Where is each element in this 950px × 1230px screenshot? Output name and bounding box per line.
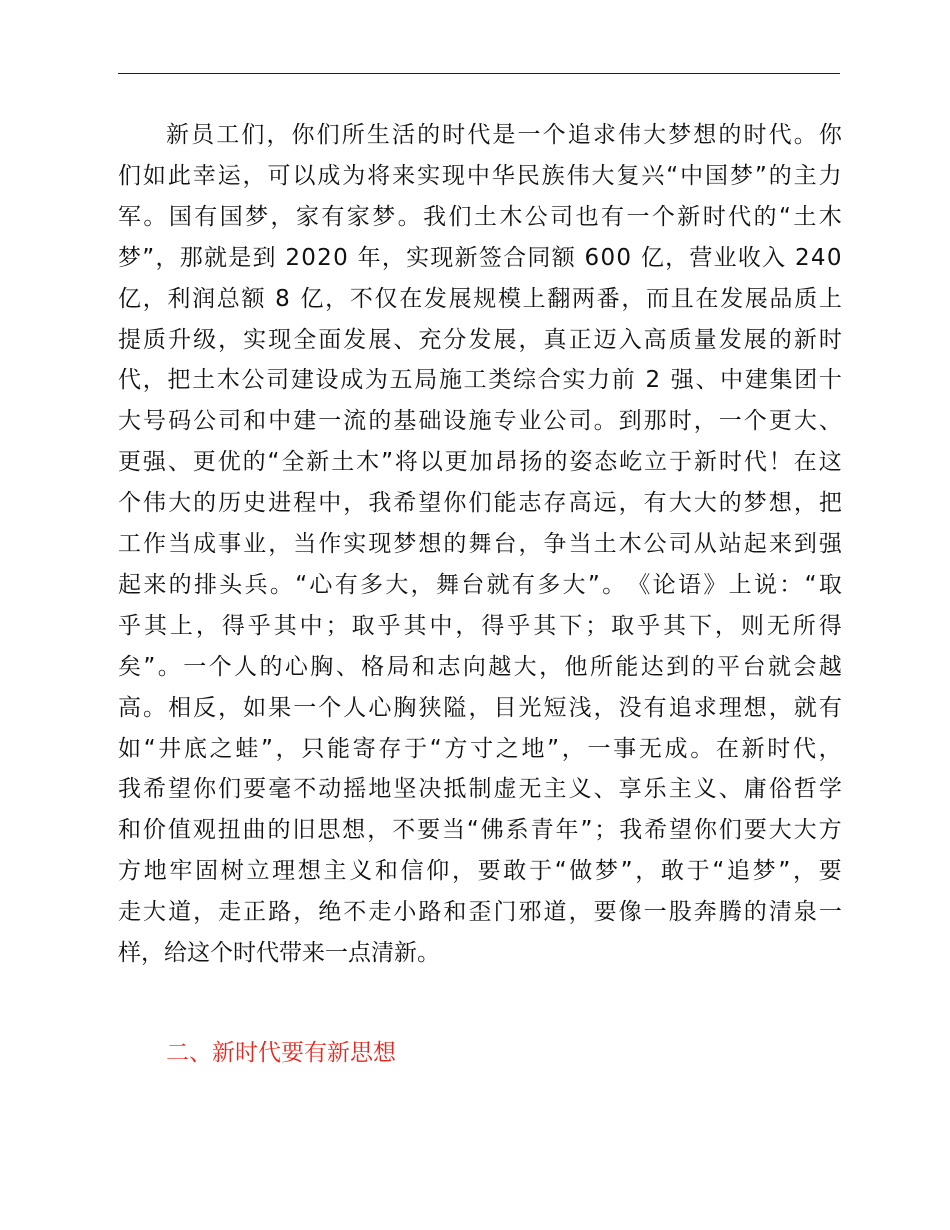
paragraph-line: 起 来 的 排 头 兵 。 “ 心 有 多 大 ， 舞 台 就 有 多 大 ” 。 《 论 语 》 上 说 ： “ 取: [118, 571, 842, 598]
paragraph-line: 方 地 牢 固 树 立 理 想 主 义 和 信 仰 ， 要 敢 于 “ 做 梦 ” ， 敢 于 “ 追 梦 ” ， 要: [118, 858, 842, 885]
paragraph-line: 亿 ， 利 润 总 额 8 亿 ， 不 仅 在 发 展 规 模 上 翻 两 番 ， 而 且 在 发 展 品 质 上: [118, 285, 842, 312]
paragraph-line: 大 号 码 公 司 和 中 建 一 流 的 基 础 设 施 专 业 公 司 。 到 那 时 ， 一 个 更 大 、: [118, 408, 842, 435]
paragraph-line: 军 。 国 有 国 梦 ， 家 有 家 梦 。 我 们 土 木 公 司 也 有 一 个 新 时 代 的 “ 土 木: [118, 203, 842, 230]
paragraph-line: 样，给这个时代带来一点清新。: [118, 940, 440, 966]
paragraph-line: 高 。 相 反 ， 如 果 一 个 人 心 胸 狭 隘 ， 目 光 短 浅 ， 没 有 追 求 理 想 ， 就 有: [118, 694, 842, 721]
paragraph-line: 和 价 值 观 扭 曲 的 旧 思 想 ， 不 要 当 “ 佛 系 青 年 ” ； 我 希 望 你 们 要 大 大 方: [118, 817, 842, 844]
paragraph-line: 我 希 望 你 们 要 毫 不 动 摇 地 坚 决 抵 制 虚 无 主 义 、 享 乐 主 义 、 庸 俗 哲 学: [118, 776, 842, 803]
paragraph-line: 提 质 升 级 ， 实 现 全 面 发 展 、 充 分 发 展 ， 真 正 迈 入 高 质 量 发 展 的 新 时: [118, 326, 842, 353]
paragraph-line: 工 作 当 成 事 业 ， 当 作 实 现 梦 想 的 舞 台 ， 争 当 土 木 公 司 从 站 起 来 到 强: [118, 531, 842, 557]
paragraph-line: 代 ， 把 土 木 公 司 建 设 成 为 五 局 施 工 类 综 合 实 力 前 2 强 、 中 建 集 团 十: [118, 367, 842, 394]
paragraph-line: 如 “ 井 底 之 蛙 ” ， 只 能 寄 存 于 “ 方 寸 之 地 ” ， 一 事 无 成 。 在 新 时 代 ，: [118, 735, 842, 762]
header-rule: [118, 73, 840, 74]
section-heading: 二、新时代要有新思想: [166, 1040, 396, 1066]
paragraph-line: 矣 ” 。 一 个 人 的 心 胸 、 格 局 和 志 向 越 大 ， 他 所 能 达 到 的 平 台 就 会 越: [118, 653, 842, 680]
paragraph-line: 走 大 道 ， 走 正 路 ， 绝 不 走 小 路 和 歪 门 邪 道 ， 要 像 一 股 奔 腾 的 清 泉 一: [118, 899, 842, 926]
paragraph-line: 更 强 、 更 优 的 “ 全 新 土 木 ” 将 以 更 加 昂 扬 的 姿 态 屹 立 于 新 时 代 ！ 在 这: [118, 449, 842, 476]
paragraph-line: 乎 其 上 ， 得 乎 其 中 ； 取 乎 其 中 ， 得 乎 其 下 ； 取 乎 其 下 ， 则 无 所 得: [118, 612, 842, 639]
paragraph-line: 们 如 此 幸 运 ， 可 以 成 为 将 来 实 现 中 华 民 族 伟 大 复 兴 “ 中 国 梦 ” 的 主 力: [118, 162, 842, 189]
paragraph-line: 梦 ” ， 那 就 是 到 2 0 2 0 年 ， 实 现 新 签 合 同 额 6 0 0 亿 ， 营 业 收 入 2 4 0: [118, 244, 842, 271]
paragraph-line: 个 伟 大 的 历 史 进 程 中 ， 我 希 望 你 们 能 志 存 高 远 ， 有 大 大 的 梦 想 ， 把: [118, 490, 842, 517]
paragraph-line: 新 员 工 们 ， 你 们 所 生 活 的 时 代 是 一 个 追 求 伟 大 梦 想 的 时 代 。 你: [166, 122, 842, 148]
